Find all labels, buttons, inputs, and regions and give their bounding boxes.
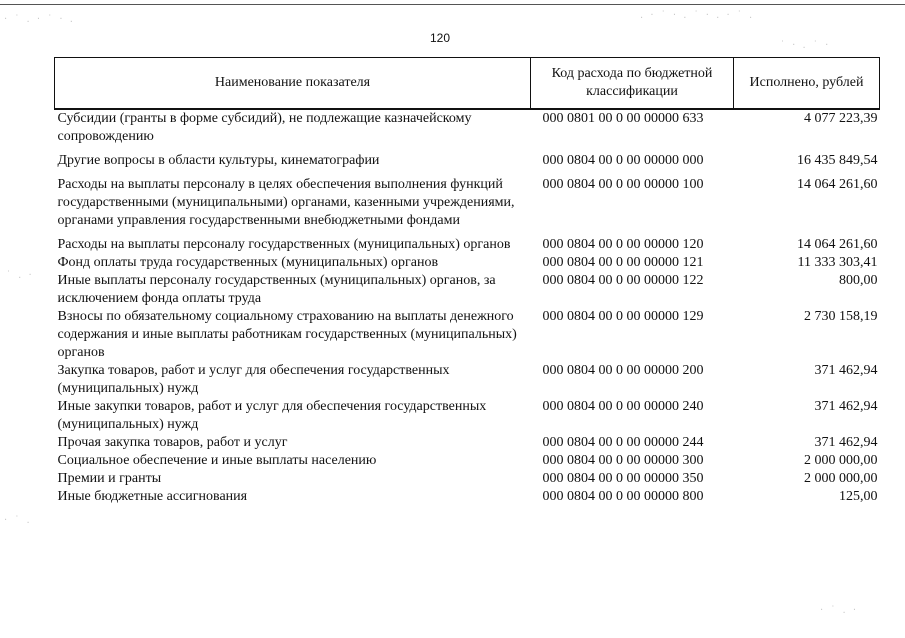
row-name: Иные бюджетные ассигнования xyxy=(57,489,248,504)
row-code: 000 0804 00 0 00 00000 300 xyxy=(542,453,704,468)
row-name: Другие вопросы в области культуры, кинематографии xyxy=(57,153,380,168)
table-header-row xyxy=(55,58,880,110)
table-row xyxy=(55,152,880,176)
row-code: 000 0804 00 0 00 00000 240 xyxy=(542,399,704,414)
scan-noise: · ˙ . xyxy=(4,515,32,526)
table-row xyxy=(55,272,880,308)
row-amount: 4 077 223,39 xyxy=(804,111,878,126)
row-amount: 11 333 303,41 xyxy=(797,255,878,270)
table-row xyxy=(55,362,880,398)
row-code: 000 0804 00 0 00 00000 120 xyxy=(542,237,704,252)
row-name: Закупка товаров, работ и услуг для обеспечения государственных (муниципальных) нужд xyxy=(57,363,450,396)
row-amount: 371 462,94 xyxy=(814,435,878,450)
table-row xyxy=(55,470,880,488)
expenditure-table xyxy=(54,57,880,506)
row-name: Субсидии (гранты в форме субсидий), не подлежащие казначейскому сопровождению xyxy=(57,111,472,144)
header-amount: Исполнено, рублей xyxy=(734,58,880,110)
row-name: Социальное обеспечение и иные выплаты населению xyxy=(57,453,377,468)
table-row xyxy=(55,488,880,506)
row-amount: 16 435 849,54 xyxy=(797,153,878,168)
row-name: Фонд оплаты труда государственных (муниципальных) органов xyxy=(57,255,439,270)
row-amount: 371 462,94 xyxy=(814,399,878,414)
scan-noise: · ˙ . · xyxy=(820,605,859,616)
row-amount: 800,00 xyxy=(839,273,878,288)
row-name: Иные закупки товаров, работ и услуг для обеспечения государственных (муниципальных) нужд xyxy=(57,399,487,432)
row-code: 000 0804 00 0 00 00000 244 xyxy=(542,435,704,450)
row-name: Расходы на выплаты персоналу в целях обеспечения выполнения функций государственными (муниципальными) органами, казенными учреждениями, органами управления государственными внебюджетными фондами xyxy=(57,177,515,228)
top-border-line xyxy=(0,4,905,5)
header-code: Код расхода по бюджетной классификации xyxy=(531,58,734,110)
scan-noise: ˙ . · xyxy=(6,270,34,281)
row-code: 000 0804 00 0 00 00000 350 xyxy=(542,471,704,486)
row-code: 000 0804 00 0 00 00000 129 xyxy=(542,309,704,324)
scan-noise: ˙ · . ˙ · xyxy=(780,40,831,51)
row-amount: 125,00 xyxy=(839,489,878,504)
table-row xyxy=(55,452,880,470)
row-code: 000 0804 00 0 00 00000 122 xyxy=(542,273,704,288)
row-name: Взносы по обязательному социальному страхованию на выплаты денежного содержания и иные выплаты работникам государственных (муниципальных) органов xyxy=(57,309,517,360)
row-name: Иные выплаты персоналу государственных (муниципальных) органов, за исключением фонда оплаты труда xyxy=(57,273,496,306)
row-amount: 2 730 158,19 xyxy=(804,309,878,324)
row-amount: 371 462,94 xyxy=(814,363,878,378)
row-amount: 2 000 000,00 xyxy=(804,471,878,486)
row-amount: 14 064 261,60 xyxy=(797,177,878,192)
page-number: 120 xyxy=(430,31,451,45)
table-row xyxy=(55,176,880,236)
scan-noise: . · ˙ · . ˙ · . · ˙ . xyxy=(640,10,755,21)
header-name: Наименование показателя xyxy=(55,58,531,110)
row-name: Прочая закупка товаров, работ и услуг xyxy=(57,435,288,450)
row-code: 000 0804 00 0 00 00000 100 xyxy=(542,177,704,192)
row-amount: 14 064 261,60 xyxy=(797,237,878,252)
row-code: 000 0804 00 0 00 00000 000 xyxy=(542,153,704,168)
table-row xyxy=(55,434,880,452)
table-row xyxy=(55,308,880,362)
row-name: Расходы на выплаты персоналу государственных (муниципальных) органов xyxy=(57,237,511,252)
table-row xyxy=(55,236,880,254)
row-code: 000 0804 00 0 00 00000 121 xyxy=(542,255,704,270)
table-row xyxy=(55,254,880,272)
row-code: 000 0804 00 0 00 00000 200 xyxy=(542,363,704,378)
row-code: 000 0804 00 0 00 00000 800 xyxy=(542,489,704,504)
row-name: Премии и гранты xyxy=(57,471,162,486)
row-amount: 2 000 000,00 xyxy=(804,453,878,468)
table-row xyxy=(55,398,880,434)
table-row xyxy=(55,109,880,152)
row-code: 000 0801 00 0 00 00000 633 xyxy=(542,111,704,126)
scan-noise: · ˙ . · ˙ · . xyxy=(4,14,75,25)
